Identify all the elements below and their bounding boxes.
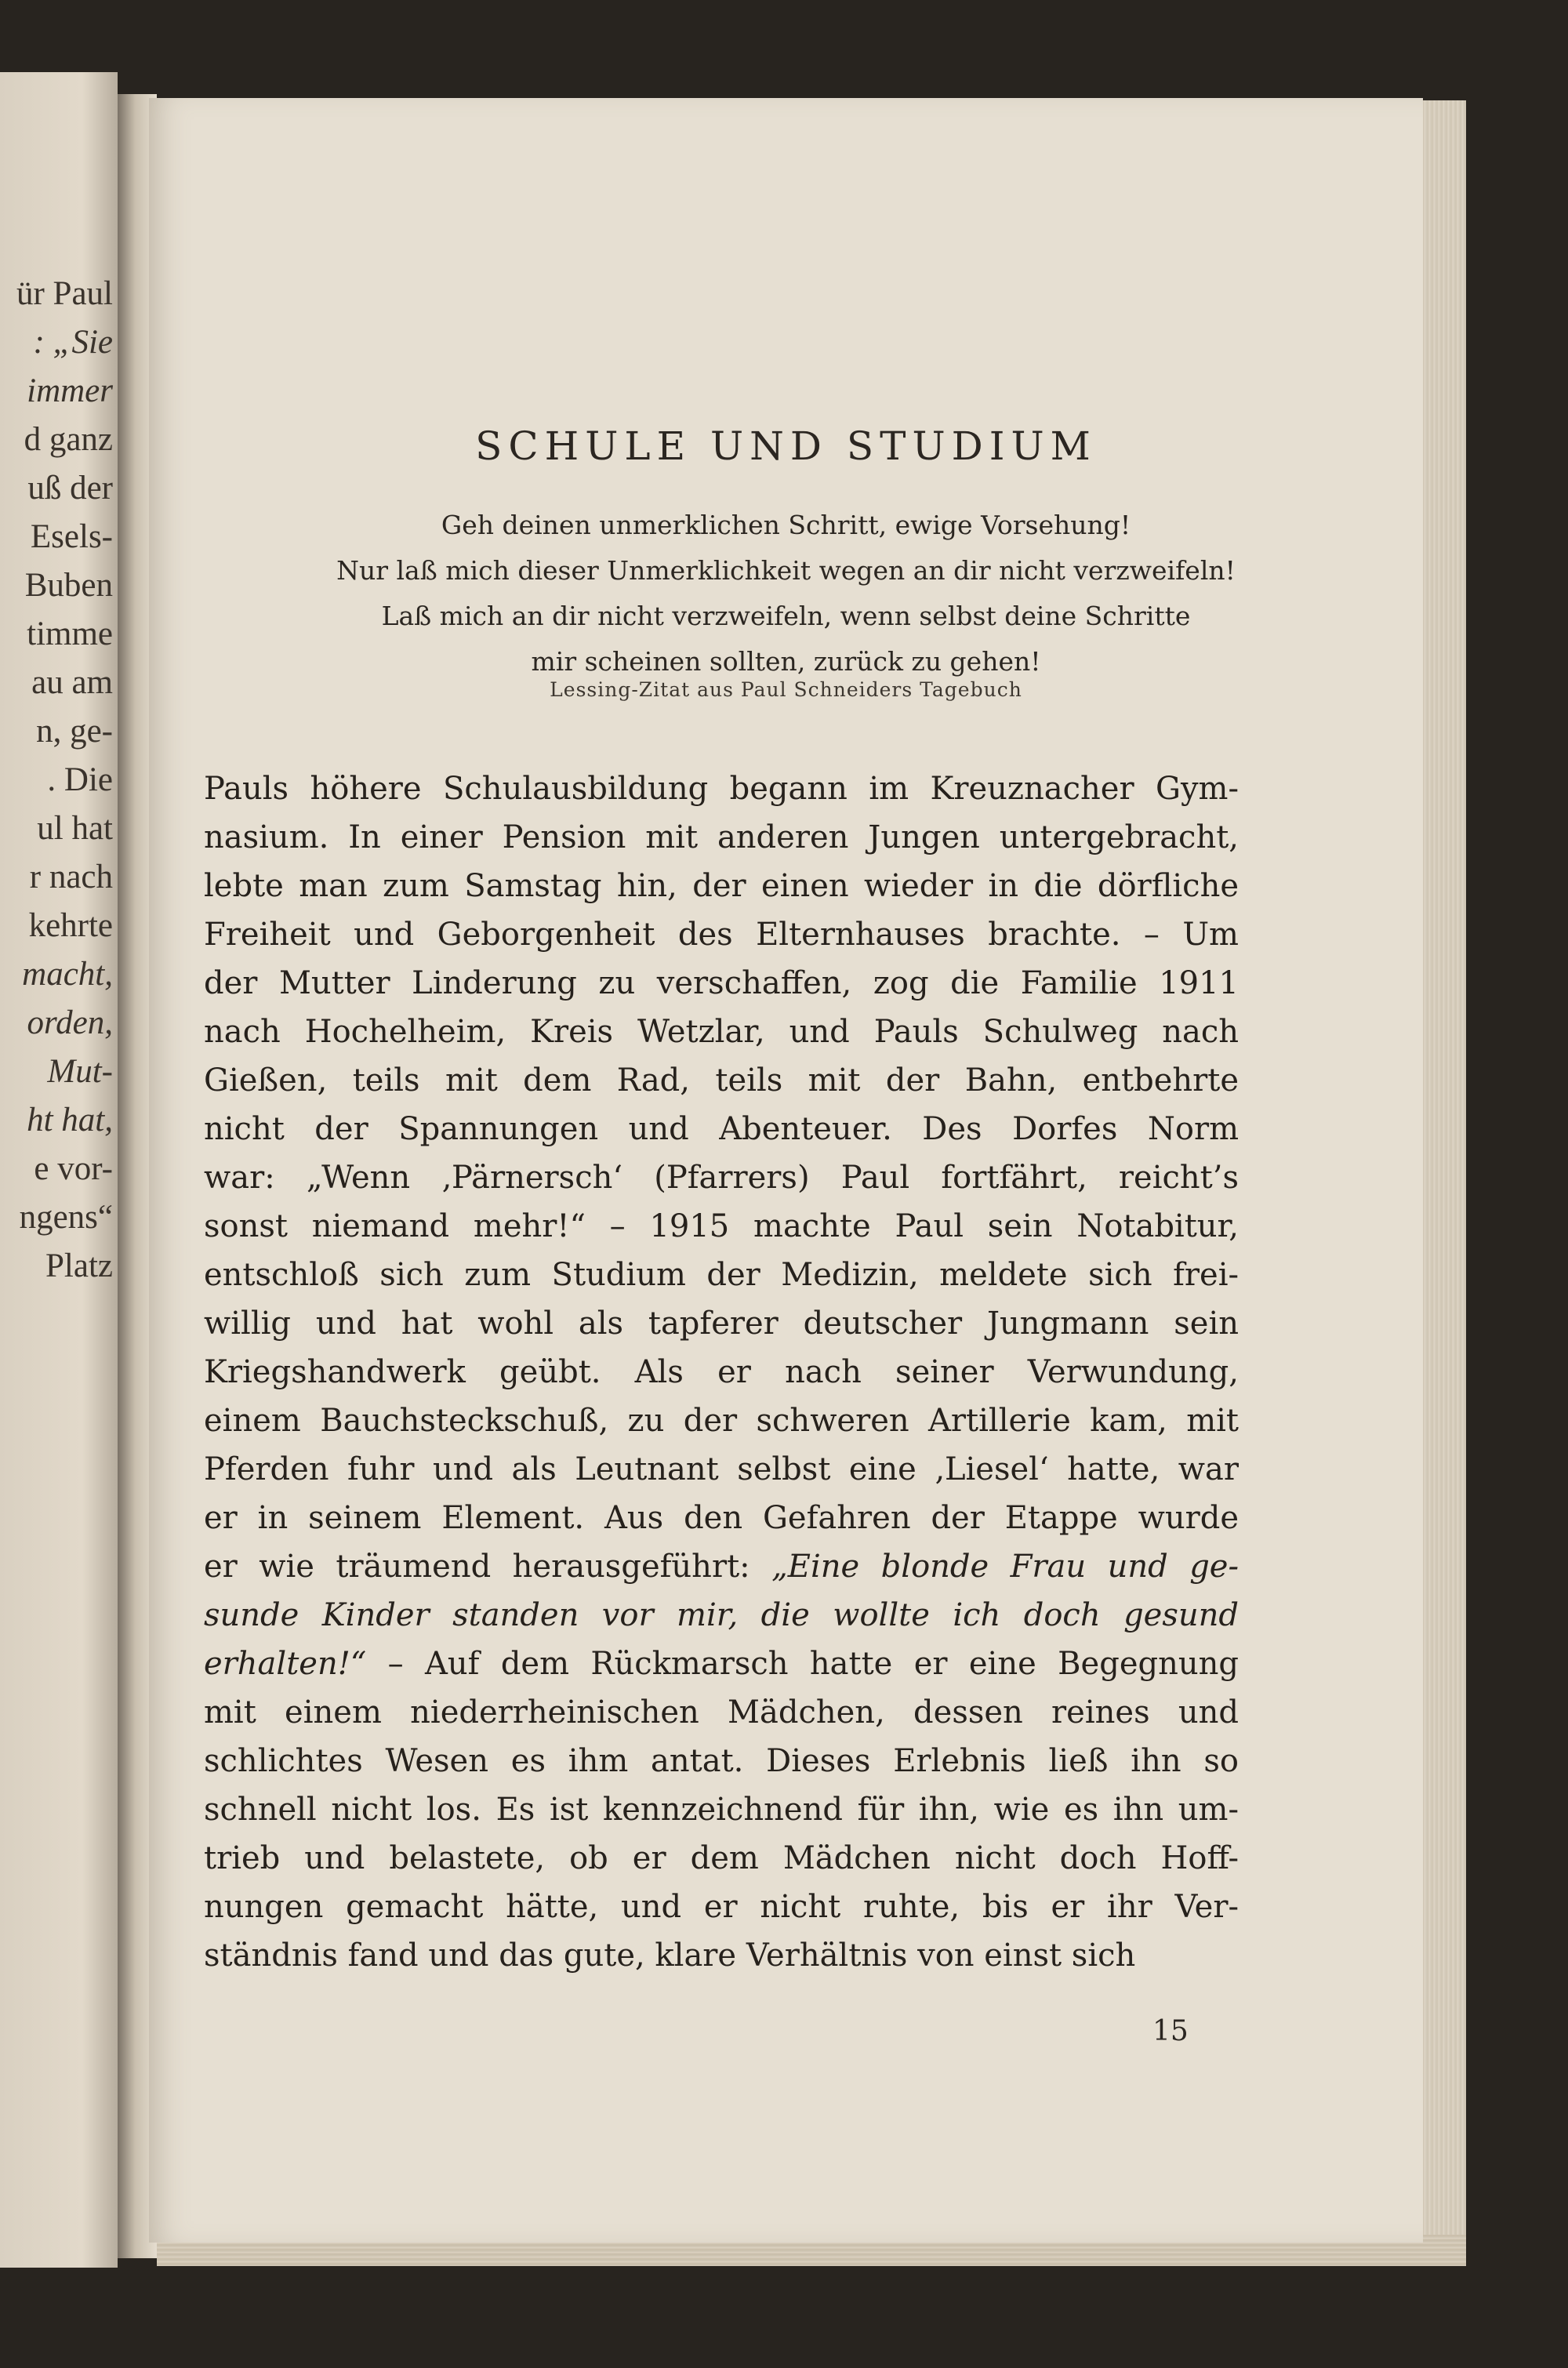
right-page (149, 98, 1423, 2243)
body-line (204, 1640, 1239, 1688)
body-line: ständnis fand und das gute, klare Verhältnis von einst sich (204, 1938, 1136, 1974)
chapter-title: SCHULE UND STUDIUM (475, 423, 1097, 469)
left-page-line: ür Paul (16, 275, 113, 312)
body-line: sonst niemand mehr!“ – 1915 machte Paul sein Notabitur, (204, 1208, 1239, 1244)
body-line: war: „Wenn ‚Pärnersch‘ (Pfarrers) Paul fortfährt, reicht’s (204, 1160, 1239, 1196)
quote-italic: sunde Kinder standen vor mir, die wollte ich doch gesund (204, 1597, 1239, 1633)
left-page-line: ul hat (37, 810, 113, 847)
motto-line: mir scheinen sollten, zurück zu gehen! (531, 646, 1041, 677)
quote-italic: „Eine blonde Frau und ge- (771, 1549, 1239, 1585)
body-line: er in seinem Element. Aus den Gefahren der Etappe wurde (204, 1500, 1239, 1536)
left-page-line: uß der (27, 470, 113, 507)
body-line: nungen gemacht hätte, und er nicht ruhte, bis er ihr Ver- (204, 1889, 1239, 1925)
quote-italic: erhalten!“ (204, 1646, 367, 1682)
left-page-line: au am (31, 664, 113, 701)
body-line: willig und hat wohl als tapferer deutscher Jungmann sein (204, 1306, 1239, 1342)
left-page-line: Buben (24, 567, 113, 604)
page-number: 15 (1152, 2015, 1189, 2047)
left-page-line: . Die (47, 761, 113, 798)
body-line: einem Bauchsteckschuß, zu der schweren Artillerie kam, mit (204, 1403, 1239, 1439)
left-page-line: macht, (22, 956, 113, 993)
body-line: Freiheit und Geborgenheit des Elternhauses brachte. – Um (204, 917, 1239, 953)
left-page-line: r nach (29, 859, 113, 895)
body-line: Gießen, teils mit dem Rad, teils mit der Bahn, entbehrte (204, 1062, 1239, 1099)
motto-line: Laß mich an dir nicht verzweifeln, wenn selbst deine Schritte (381, 601, 1191, 631)
body-line: mit einem niederrheinischen Mädchen, dessen reines und (204, 1694, 1239, 1731)
body-line: schnell nicht los. Es ist kennzeichnend für ihn, wie es ihn um- (204, 1792, 1239, 1828)
body-line: Kriegshandwerk geübt. Als er nach seiner Verwundung, (204, 1354, 1239, 1390)
body-line: trieb und belastete, ob er dem Mädchen nicht doch Hoff- (204, 1840, 1239, 1876)
body-line: der Mutter Linderung zu verschaffen, zog die Familie 1911 (204, 965, 1239, 1001)
body-line-text: er wie träumend herausgeführt: (204, 1549, 772, 1585)
left-page-line: d ganz (24, 421, 113, 458)
left-page-line: Platz (45, 1248, 113, 1284)
body-line: nicht der Spannungen und Abenteuer. Des Dorfes Norm (204, 1111, 1239, 1147)
body-line: Pferden fuhr und als Leutnant selbst eine ‚Liesel‘ hatte, war (204, 1451, 1239, 1487)
left-page-line: ht hat, (27, 1102, 113, 1139)
body-line: schlichtes Wesen es ihm antat. Dieses Erlebnis ließ ihn so (204, 1743, 1239, 1779)
body-line: nasium. In einer Pension mit anderen Jungen untergebracht, (204, 819, 1239, 855)
body-line: entschloß sich zum Studium der Medizin, meldete sich frei- (204, 1257, 1239, 1293)
motto-line: Nur laß mich dieser Unmerklichkeit wegen an dir nicht verzweifeln! (336, 555, 1236, 586)
motto-line: Geh deinen unmerklichen Schritt, ewige Vorsehung! (441, 510, 1131, 540)
left-page-line: ngens“ (19, 1199, 113, 1236)
body-line: lebte man zum Samstag hin, der einen wieder in die dörfliche (204, 868, 1239, 904)
left-page-line: kehrte (28, 907, 113, 944)
left-page-line: : „Sie (33, 324, 113, 361)
left-page-line: orden, (27, 1004, 113, 1041)
left-page-line: n, ge- (36, 713, 113, 750)
body-line (204, 1542, 1239, 1591)
left-page-line: Mut- (47, 1053, 113, 1090)
motto-source: Lessing-Zitat aus Paul Schneiders Tagebuch (550, 678, 1022, 701)
left-facing-page (0, 72, 118, 2268)
left-page-line: e vor- (34, 1150, 113, 1187)
body-line (204, 1591, 1239, 1640)
body-line-text: – Auf dem Rückmarsch hatte er eine Begegnung (366, 1646, 1239, 1682)
left-page-line: timme (27, 616, 113, 652)
left-page-line: Esels- (30, 518, 113, 555)
body-line: Pauls höhere Schulausbildung begann im Kreuznacher Gym- (204, 771, 1239, 807)
body-line: nach Hochelheim, Kreis Wetzlar, und Pauls Schulweg nach (204, 1014, 1239, 1050)
left-page-line: immer (27, 372, 113, 409)
